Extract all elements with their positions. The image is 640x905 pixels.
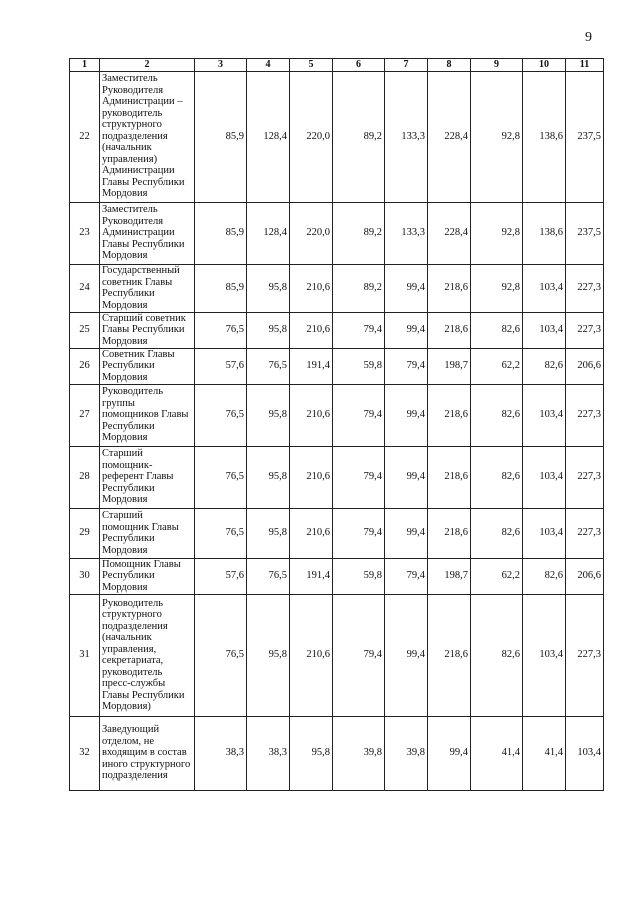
value-cell: 227,3 [566,594,604,716]
value-cell: 85,9 [195,71,247,202]
value-cell: 99,4 [385,594,428,716]
value-cell: 227,3 [566,264,604,312]
value-cell: 62,2 [471,348,523,384]
value-cell: 76,5 [247,348,290,384]
page-number: 9 [585,30,592,45]
value-cell: 237,5 [566,202,604,264]
value-cell: 89,2 [333,264,385,312]
column-header: 8 [428,59,471,72]
value-cell: 138,6 [523,71,566,202]
value-cell: 82,6 [523,348,566,384]
value-cell: 79,4 [333,312,385,348]
column-header: 6 [333,59,385,72]
value-cell: 99,4 [385,312,428,348]
value-cell: 191,4 [290,348,333,384]
value-cell: 79,4 [385,558,428,594]
column-header: 7 [385,59,428,72]
row-number: 26 [70,348,100,384]
column-header: 11 [566,59,604,72]
value-cell: 38,3 [247,716,290,790]
row-number: 30 [70,558,100,594]
value-cell: 95,8 [247,446,290,508]
position-name: Старший помощник Главы Республики Мордовия [100,508,195,558]
value-cell: 210,6 [290,264,333,312]
value-cell: 103,4 [523,508,566,558]
value-cell: 228,4 [428,71,471,202]
value-cell: 79,4 [333,446,385,508]
value-cell: 95,8 [247,508,290,558]
value-cell: 206,6 [566,348,604,384]
value-cell: 59,8 [333,348,385,384]
table-body [70,71,604,790]
value-cell: 191,4 [290,558,333,594]
column-header: 1 [70,59,100,72]
value-cell: 133,3 [385,71,428,202]
value-cell: 82,6 [471,312,523,348]
value-cell: 82,6 [523,558,566,594]
value-cell: 59,8 [333,558,385,594]
table-row [70,716,604,790]
position-name: Помощник Главы Республики Мордовия [100,558,195,594]
value-cell: 82,6 [471,446,523,508]
value-cell: 85,9 [195,202,247,264]
value-cell: 103,4 [523,312,566,348]
column-header: 5 [290,59,333,72]
value-cell: 39,8 [385,716,428,790]
value-cell: 57,6 [195,558,247,594]
row-number: 29 [70,508,100,558]
value-cell: 138,6 [523,202,566,264]
position-name: Старший помощник-референт Главы Республики Мордовия [100,446,195,508]
value-cell: 82,6 [471,594,523,716]
value-cell: 220,0 [290,71,333,202]
value-cell: 198,7 [428,348,471,384]
value-cell: 79,4 [333,384,385,446]
table-row [70,508,604,558]
value-cell: 99,4 [428,716,471,790]
value-cell: 218,6 [428,264,471,312]
column-header: 2 [100,59,195,72]
value-cell: 228,4 [428,202,471,264]
column-header: 10 [523,59,566,72]
value-cell: 128,4 [247,71,290,202]
position-name: Руководитель структурного подразделения (начальник управления, секретариата, руководитель пресс-службы Главы Республики Мордовия) [100,594,195,716]
value-cell: 218,6 [428,594,471,716]
row-number: 31 [70,594,100,716]
value-cell: 99,4 [385,264,428,312]
header-row [70,59,604,72]
value-cell: 218,6 [428,508,471,558]
value-cell: 79,4 [333,594,385,716]
value-cell: 220,0 [290,202,333,264]
value-cell: 103,4 [523,264,566,312]
table-row [70,594,604,716]
value-cell: 133,3 [385,202,428,264]
row-number: 22 [70,71,100,202]
value-cell: 128,4 [247,202,290,264]
value-cell: 76,5 [195,594,247,716]
value-cell: 76,5 [247,558,290,594]
value-cell: 39,8 [333,716,385,790]
table-row [70,202,604,264]
value-cell: 210,6 [290,384,333,446]
value-cell: 92,8 [471,71,523,202]
value-cell: 99,4 [385,446,428,508]
row-number: 28 [70,446,100,508]
table-row [70,71,604,202]
position-name: Государственный советник Главы Республики Мордовия [100,264,195,312]
value-cell: 103,4 [523,384,566,446]
value-cell: 57,6 [195,348,247,384]
table-row [70,348,604,384]
position-name: Руководитель группы помощников Главы Республики Мордовия [100,384,195,446]
value-cell: 227,3 [566,384,604,446]
table-row [70,558,604,594]
table-row [70,446,604,508]
value-cell: 38,3 [195,716,247,790]
value-cell: 89,2 [333,71,385,202]
column-header: 9 [471,59,523,72]
value-cell: 227,3 [566,508,604,558]
table-row [70,312,604,348]
column-header: 3 [195,59,247,72]
value-cell: 218,6 [428,312,471,348]
position-name: Заместитель Руководителя Администрации Главы Республики Мордовия [100,202,195,264]
value-cell: 85,9 [195,264,247,312]
row-number: 24 [70,264,100,312]
value-cell: 218,6 [428,384,471,446]
value-cell: 227,3 [566,446,604,508]
value-cell: 95,8 [247,594,290,716]
value-cell: 92,8 [471,202,523,264]
position-name: Старший советник Главы Республики Мордовия [100,312,195,348]
position-name: Советник Главы Республики Мордовия [100,348,195,384]
value-cell: 99,4 [385,508,428,558]
value-cell: 103,4 [523,446,566,508]
value-cell: 95,8 [247,264,290,312]
value-cell: 95,8 [290,716,333,790]
salary-table [69,58,604,791]
value-cell: 41,4 [471,716,523,790]
value-cell: 210,6 [290,594,333,716]
value-cell: 103,4 [566,716,604,790]
value-cell: 79,4 [333,508,385,558]
value-cell: 95,8 [247,384,290,446]
value-cell: 237,5 [566,71,604,202]
value-cell: 95,8 [247,312,290,348]
value-cell: 41,4 [523,716,566,790]
table-row [70,264,604,312]
value-cell: 76,5 [195,508,247,558]
row-number: 23 [70,202,100,264]
value-cell: 198,7 [428,558,471,594]
value-cell: 76,5 [195,446,247,508]
value-cell: 99,4 [385,384,428,446]
value-cell: 210,6 [290,508,333,558]
row-number: 27 [70,384,100,446]
value-cell: 210,6 [290,446,333,508]
table-row [70,384,604,446]
position-name: Заведующий отделом, не входящим в состав иного структурного подразделения [100,716,195,790]
row-number: 32 [70,716,100,790]
value-cell: 76,5 [195,312,247,348]
value-cell: 82,6 [471,384,523,446]
value-cell: 89,2 [333,202,385,264]
value-cell: 206,6 [566,558,604,594]
row-number: 25 [70,312,100,348]
position-name: Заместитель Руководителя Администрации – руководитель структурного подразделения (начальник управления) Администрации Главы Республики Мордовия [100,71,195,202]
value-cell: 103,4 [523,594,566,716]
value-cell: 210,6 [290,312,333,348]
value-cell: 62,2 [471,558,523,594]
value-cell: 76,5 [195,384,247,446]
value-cell: 227,3 [566,312,604,348]
value-cell: 218,6 [428,446,471,508]
value-cell: 79,4 [385,348,428,384]
value-cell: 82,6 [471,508,523,558]
column-header: 4 [247,59,290,72]
value-cell: 92,8 [471,264,523,312]
